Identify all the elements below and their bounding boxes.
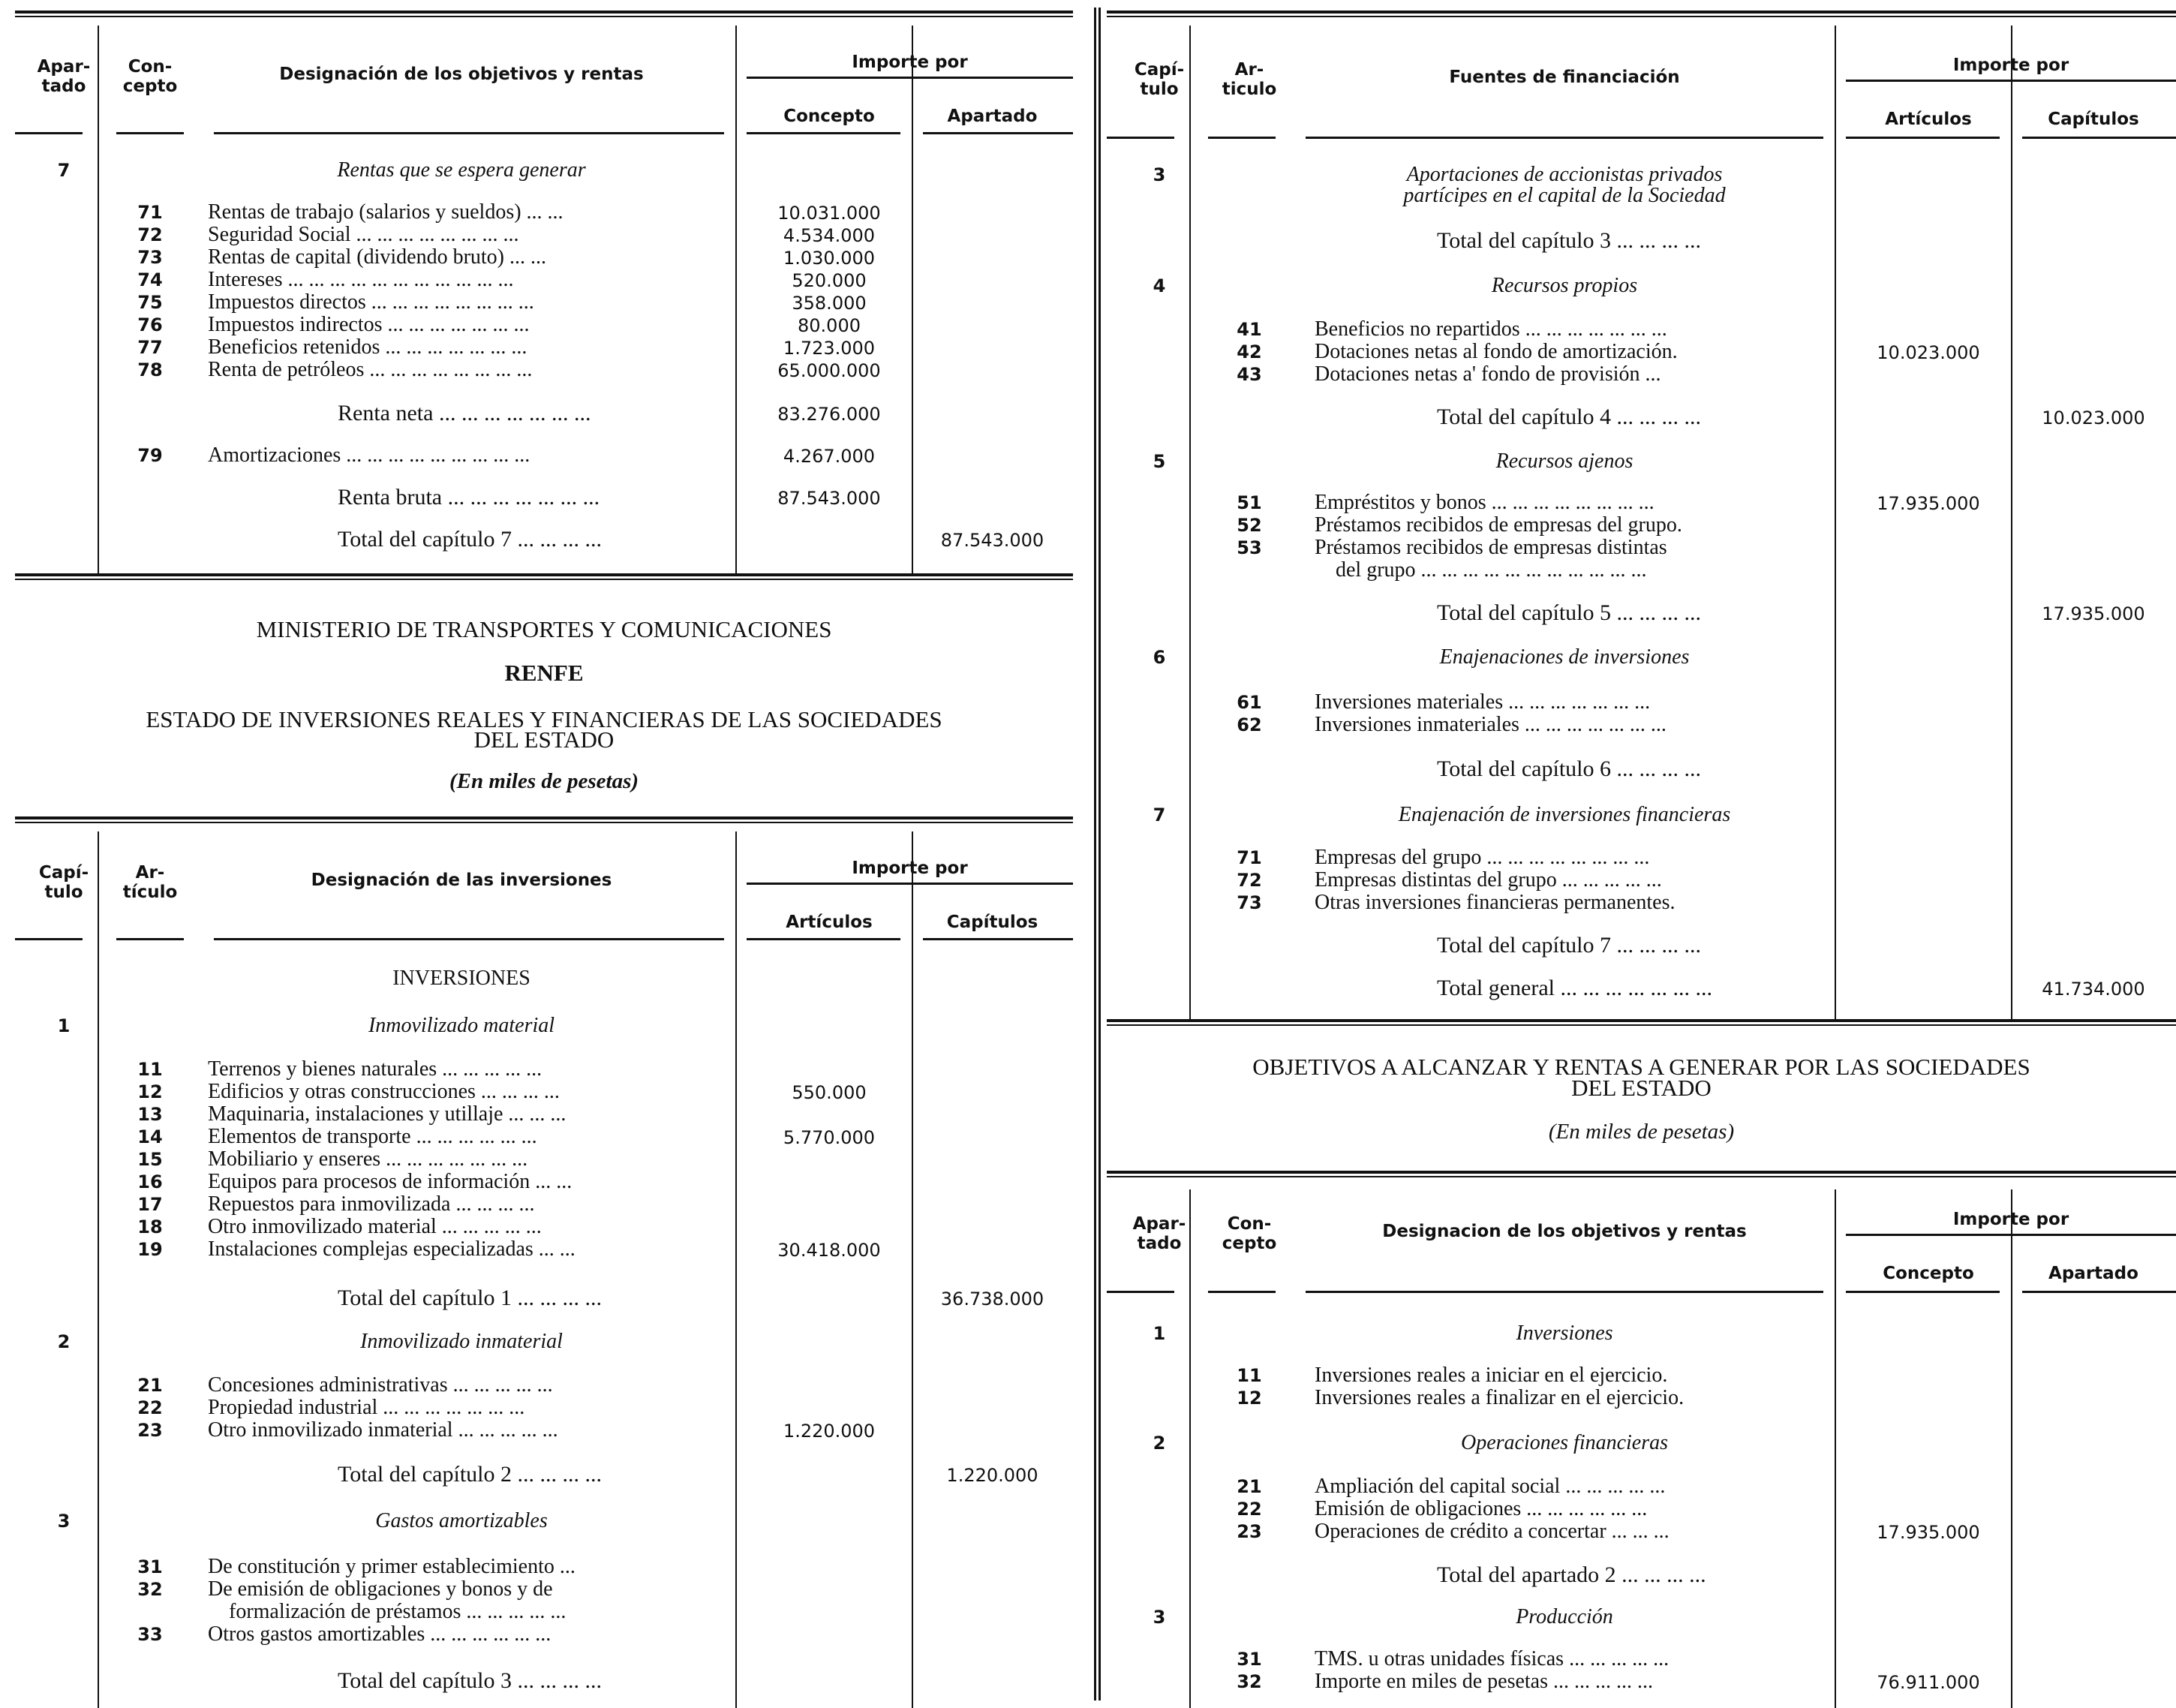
table_c-row-text: Total del capítulo 7 ... ... ... ... — [1437, 933, 1702, 958]
table_b-row-text: Inmovilizado material — [368, 1014, 555, 1037]
table_d-head-rule — [1306, 1291, 1823, 1293]
table_b-row-text: Otros gastos amortizables ... ... ... ... ... ... — [208, 1622, 552, 1646]
table_b-row-text: Elementos de transporte ... ... ... ... ... ... — [208, 1125, 537, 1148]
table_a-col-line — [735, 26, 737, 573]
table_a-head-rule — [747, 132, 900, 134]
table_c-row-code: 53 — [1237, 537, 1262, 558]
table_c-head-rule — [1846, 137, 2000, 139]
units-note: (En miles de pesetas) — [449, 769, 639, 793]
table_c-row-code: 71 — [1237, 847, 1262, 868]
table_d-row-code: 32 — [1237, 1671, 1262, 1692]
table_d-head-rule — [1846, 1291, 2000, 1293]
table_a-row-code: 75 — [137, 292, 163, 313]
table_a-row-value-a: 1.723.000 — [783, 338, 876, 359]
table_d-importe-rule — [1846, 1234, 2176, 1236]
table_b-row-code: 13 — [137, 1104, 163, 1125]
table_b-header-designation: Designación de las inversiones — [311, 871, 612, 890]
table_c-top-rule — [1107, 11, 2176, 14]
table_c-importe-line — [2011, 84, 2012, 1019]
table_a-col-line — [98, 26, 99, 573]
table_d-col-line — [1189, 1189, 1191, 1708]
table_c-row-text: Recursos propios — [1491, 274, 1638, 297]
table_d-importe-line — [2011, 1238, 2012, 1708]
table_a-bottom-rule2 — [15, 579, 1073, 580]
table_a-row-text: Rentas que se espera generar — [337, 158, 586, 182]
table_a-row-code: 73 — [137, 247, 163, 268]
table_a-row-value-a: 10.031.000 — [777, 203, 881, 224]
table_a-row-text: Total del capítulo 7 ... ... ... ... — [338, 527, 603, 552]
table_a-row-value-a: 83.276.000 — [777, 404, 881, 425]
table_b-importe-rule — [747, 883, 1073, 885]
table_b-row-text: Edificios y otras construcciones ... ... ... ... — [208, 1080, 560, 1103]
objectives-title-line2: DEL ESTADO — [1571, 1075, 1712, 1101]
table_a-row-text: Renta bruta ... ... ... ... ... ... ... — [338, 485, 600, 510]
table_b-row-value-a: 1.220.000 — [783, 1421, 876, 1442]
table_b-row-code: 21 — [137, 1375, 163, 1396]
table_b-row-value-a: 550.000 — [792, 1082, 867, 1103]
table_d-row-text: Ampliación del capital social ... ... ... ... ... — [1315, 1475, 1666, 1498]
table_b-row-code: 18 — [137, 1216, 163, 1237]
table_a-row-text: Impuestos indirectos ... ... ... ... ... ... ... — [208, 313, 530, 336]
table_b-head-rule — [214, 938, 724, 940]
table_c-row-text: Enajenación de inversiones financieras — [1398, 803, 1731, 826]
table_b-header-col2: Ar- tículo — [122, 863, 178, 902]
table_b-row-text: Total del capítulo 1 ... ... ... ... — [338, 1286, 603, 1310]
table_c-row-text: del grupo ... ... ... ... ... ... ... ... ... ... ... — [1336, 558, 1647, 582]
table_d-row-text: Emisión de obligaciones ... ... ... ... ... ... — [1315, 1497, 1648, 1520]
table_c-row-code: 41 — [1237, 319, 1262, 340]
table_b-row-value-b: 36.738.000 — [940, 1289, 1044, 1310]
table_a-row-value-a: 4.534.000 — [783, 225, 876, 246]
table_a-row-code: 77 — [137, 337, 163, 358]
table_b-header-sub1: Artículos — [786, 913, 873, 932]
table_c-row-code: 4 — [1153, 275, 1166, 296]
table_b-row-text: Repuestos para inmovilizada ... ... ... ... — [208, 1192, 535, 1216]
table_d-header-col2: Con- cepto — [1222, 1214, 1277, 1253]
table_a-row-value-a: 1.030.000 — [783, 248, 876, 269]
table_c-importe-rule — [1846, 80, 2176, 82]
table_c-row-text: Inversiones inmateriales ... ... ... ... ... ... ... — [1315, 713, 1667, 736]
table_b-header-sub2: Capítulos — [946, 913, 1038, 932]
table_d-row-code: 31 — [1237, 1649, 1262, 1670]
table_c-row-code: 73 — [1237, 892, 1262, 913]
table_c-head-rule — [1208, 137, 1276, 139]
table_a-header-col2: Con- cepto — [122, 57, 178, 96]
table_c-row-code: 51 — [1237, 492, 1262, 513]
table_a-head-rule — [116, 132, 184, 134]
table_a-header-importe: Importe por — [852, 53, 968, 72]
table_b-head-rule — [116, 938, 184, 940]
table_b-row-code: 1 — [57, 1015, 71, 1036]
table_d-header-col1: Apar- tado — [1132, 1214, 1186, 1253]
table_b-row-code: 15 — [137, 1149, 163, 1170]
table_d-header-designation: Designacion de los objetivos y rentas — [1382, 1222, 1747, 1241]
table_c-row-value-a: 10.023.000 — [1877, 342, 1980, 363]
table_b-col-line — [98, 831, 99, 1708]
table_d-row-text: Total del apartado 2 ... ... ... ... — [1437, 1562, 1706, 1587]
table_b-row-code: 19 — [137, 1239, 163, 1260]
table_d-row-code: 22 — [1237, 1499, 1262, 1520]
table_c-header-sub2: Capítulos — [2048, 110, 2139, 129]
table_c-top-rule2 — [1107, 16, 2176, 17]
table_c-row-text: partícipes en el capital de la Sociedad — [1403, 184, 1726, 207]
table_a-header-sub1: Concepto — [783, 107, 875, 126]
table_c-bottom-rule2 — [1107, 1024, 2176, 1026]
table_c-row-text: Empresas distintas del grupo ... ... ... ... ... — [1315, 868, 1662, 892]
report-title-line2: DEL ESTADO — [473, 726, 615, 753]
table_b-row-value-a: 30.418.000 — [777, 1240, 881, 1261]
table_b-row-code: 23 — [137, 1420, 163, 1441]
table_c-col-line — [1189, 26, 1191, 1019]
table_d-header-sub2: Apartado — [2048, 1264, 2138, 1283]
table_a-row-code: 72 — [137, 224, 163, 245]
table_c-row-code: 43 — [1237, 364, 1262, 385]
report-title-line1: ESTADO DE INVERSIONES REALES Y FINANCIERAS DE LAS SOCIEDADES — [146, 706, 942, 732]
table_b-header-col1: Capí- tulo — [38, 863, 89, 902]
table_a-row-code: 78 — [137, 359, 163, 380]
table_b-top-rule — [15, 816, 1073, 819]
table_b-row-code: 12 — [137, 1081, 163, 1102]
table_d-row-text: Importe en miles de pesetas ... ... ... ... ... — [1315, 1670, 1654, 1693]
table_a-row-text: Renta neta ... ... ... ... ... ... ... — [338, 401, 591, 425]
table_a-head-rule — [15, 132, 83, 134]
table_b-row-text: Inmovilizado inmaterial — [360, 1330, 563, 1353]
table_c-row-text: Recursos ajenos — [1495, 450, 1634, 473]
table_a-row-text: Rentas de capital (dividendo bruto) ... ... — [208, 245, 546, 269]
objectives-units-note: (En miles de pesetas) — [1548, 1120, 1735, 1144]
table_c-bottom-rule — [1107, 1019, 2176, 1022]
table_b-header-importe: Importe por — [852, 859, 968, 878]
table_d-row-text: Inversiones reales a iniciar en el ejercicio. — [1315, 1364, 1668, 1387]
table_d-row-code: 23 — [1237, 1521, 1262, 1542]
table_c-row-text: Préstamos recibidos de empresas distintas — [1315, 536, 1667, 559]
table_a-importe-rule — [747, 77, 1073, 79]
table_c-row-code: 6 — [1153, 647, 1166, 668]
table_c-header-sub1: Artículos — [1885, 110, 1972, 129]
table_d-row-code: 11 — [1237, 1365, 1262, 1386]
table_d-row-text: Producción — [1516, 1605, 1613, 1628]
table_d-row-code: 1 — [1153, 1323, 1166, 1344]
table_a-row-value-a: 358.000 — [792, 293, 867, 314]
table_a-head-rule — [214, 132, 724, 134]
table_d-header-importe: Importe por — [1952, 1210, 2069, 1229]
table_c-row-code: 72 — [1237, 870, 1262, 891]
table_b-row-code: 31 — [137, 1556, 163, 1577]
table_c-header-col1: Capí- tulo — [1134, 60, 1185, 99]
table_c-row-value-b: 17.935.000 — [2042, 603, 2145, 624]
table_d-row-code: 2 — [1153, 1433, 1166, 1454]
table_c-row-code: 42 — [1237, 341, 1262, 362]
table_d-top-rule2 — [1107, 1176, 2176, 1177]
table_b-row-text: Total del capítulo 3 ... ... ... ... — [338, 1668, 603, 1693]
table_b-row-text: Total del capítulo 2 ... ... ... ... — [338, 1462, 603, 1487]
entity-title: RENFE — [504, 660, 584, 686]
table_b-row-text: Otro inmovilizado material ... ... ... ... ... — [208, 1215, 542, 1238]
table_a-row-value-a: 65.000.000 — [777, 360, 881, 381]
table_a-header-designation: Designación de los objetivos y rentas — [279, 65, 644, 84]
table_b-row-text: Terrenos y bienes naturales ... ... ... ... ... — [208, 1057, 542, 1081]
table_d-head-rule — [1107, 1291, 1174, 1293]
table_b-row-code: 14 — [137, 1126, 163, 1147]
table_a-row-text: Rentas de trabajo (salarios y sueldos) ... ... — [208, 200, 564, 224]
table_b-row-text: Propiedad industrial ... ... ... ... ... ... ... — [208, 1396, 525, 1419]
table_a-row-value-b: 87.543.000 — [940, 530, 1044, 551]
table_a-row-code: 7 — [57, 160, 71, 181]
table_c-row-text: Inversiones materiales ... ... ... ... ... ... ... — [1315, 690, 1651, 714]
table_b-row-code: 17 — [137, 1194, 163, 1215]
table_d-row-code: 21 — [1237, 1476, 1262, 1497]
table_a-row-code: 79 — [137, 445, 163, 466]
table_d-row-text: Operaciones de crédito a concertar ... ... ... — [1315, 1520, 1670, 1543]
table_a-row-code: 71 — [137, 202, 163, 223]
table_a-row-text: Renta de petróleos ... ... ... ... ... ... ... ... — [208, 358, 533, 381]
table_d-row-text: Inversiones reales a finalizar en el ejercicio. — [1315, 1386, 1685, 1409]
table_c-row-code: 5 — [1153, 451, 1166, 472]
table_b-row-text: Instalaciones complejas especializadas ... ... — [208, 1237, 576, 1261]
table_a-importe-line — [912, 81, 913, 573]
table_a-bottom-rule — [15, 573, 1073, 576]
table_b-row-text: Equipos para procesos de información ... ... — [208, 1170, 573, 1193]
table_b-row-text: Mobiliario y enseres ... ... ... ... ... ... ... — [208, 1147, 528, 1171]
table_c-row-text: Empresas del grupo ... ... ... ... ... ... ... ... — [1315, 846, 1650, 869]
table_c-row-code: 7 — [1153, 804, 1166, 825]
table_c-header-designation: Fuentes de financiación — [1449, 68, 1680, 87]
column-divider — [1099, 8, 1101, 1700]
table_c-row-value-a: 17.935.000 — [1877, 493, 1980, 514]
table_d-row-text: Inversiones — [1516, 1322, 1613, 1345]
table_d-head-rule — [2022, 1291, 2176, 1293]
table_b-row-text: Otro inmovilizado inmaterial ... ... ... ... ... — [208, 1418, 558, 1442]
table_c-head-rule — [2022, 137, 2176, 139]
table_c-row-text: Total general ... ... ... ... ... ... ... — [1437, 976, 1712, 1000]
table_b-row-value-b: 1.220.000 — [946, 1465, 1038, 1486]
table_c-row-text: Empréstitos y bonos ... ... ... ... ... ... ... ... — [1315, 491, 1655, 514]
table_a-row-text: Beneficios retenidos ... ... ... ... ... ... ... — [208, 335, 527, 359]
table_b-row-text: De constitución y primer establecimiento ... — [208, 1555, 576, 1578]
table_d-top-rule — [1107, 1171, 2176, 1174]
table_c-row-text: Total del capítulo 4 ... ... ... ... — [1437, 404, 1702, 429]
table_a-row-text: Impuestos directos ... ... ... ... ... ... ... ... — [208, 290, 534, 314]
table_b-row-value-a: 5.770.000 — [783, 1127, 876, 1148]
table_c-row-text: Enajenaciones de inversiones — [1439, 645, 1690, 669]
table_d-row-code: 12 — [1237, 1388, 1262, 1409]
table_c-row-code: 62 — [1237, 714, 1262, 735]
table_b-row-code: 2 — [57, 1331, 71, 1352]
table_d-row-value-a: 17.935.000 — [1877, 1522, 1980, 1543]
table_c-row-code: 61 — [1237, 692, 1262, 713]
table_d-row-text: TMS. u otras unidades físicas ... ... ... ... ... — [1315, 1647, 1670, 1670]
table_c-row-text: Aportaciones de accionistas privados — [1406, 163, 1723, 186]
table_a-row-value-a: 80.000 — [798, 315, 861, 336]
table_b-head-rule — [15, 938, 83, 940]
table_c-row-text: Beneficios no repartidos ... ... ... ... ... ... ... — [1315, 317, 1667, 341]
table_c-header-importe: Importe por — [1952, 56, 2069, 75]
table_b-row-code: 22 — [137, 1397, 163, 1418]
table_d-header-sub1: Concepto — [1883, 1264, 1974, 1283]
table_b-top-rule2 — [15, 822, 1073, 823]
table_c-row-text: Otras inversiones financieras permanentes. — [1315, 891, 1676, 914]
table_b-head-rule — [923, 938, 1073, 940]
table_c-col-line — [1835, 26, 1836, 1019]
table_b-row-code: 3 — [57, 1511, 71, 1532]
table_c-row-code: 3 — [1153, 164, 1166, 185]
table_b-row-text: INVERSIONES — [392, 967, 530, 990]
ministry-title: MINISTERIO DE TRANSPORTES Y COMUNICACIONES — [256, 616, 832, 642]
table_c-row-text: Dotaciones netas al fondo de amortización. — [1315, 340, 1678, 363]
table_b-row-text: formalización de préstamos ... ... ... ... ... — [229, 1600, 567, 1623]
table_d-row-text: Operaciones financieras — [1460, 1431, 1669, 1454]
table_a-top-rule — [15, 11, 1073, 14]
table_c-row-text: Total del capítulo 6 ... ... ... ... — [1437, 756, 1702, 781]
table_a-row-text: Intereses ... ... ... ... ... ... ... ... ... ... ... — [208, 268, 514, 291]
table_a-head-rule — [923, 132, 1073, 134]
table_c-header-col2: Ar- ticulo — [1222, 60, 1277, 99]
table_d-col-line — [1835, 1189, 1836, 1708]
table_c-row-code: 52 — [1237, 515, 1262, 536]
table_b-row-code: 11 — [137, 1059, 163, 1080]
table_a-row-value-a: 520.000 — [792, 270, 867, 291]
table_c-head-rule — [1306, 137, 1823, 139]
table_c-row-text: Total del capítulo 3 ... ... ... ... — [1437, 228, 1702, 253]
table_a-row-value-a: 87.543.000 — [777, 488, 881, 509]
table_a-top-rule2 — [15, 16, 1073, 17]
table_a-header-col1: Apar- tado — [37, 57, 91, 96]
table_c-row-value-b: 41.734.000 — [2042, 979, 2145, 1000]
table_b-row-text: Gastos amortizables — [375, 1509, 548, 1532]
table_d-row-value-a: 76.911.000 — [1877, 1672, 1980, 1693]
table_b-row-text: De emisión de obligaciones y bonos y de — [208, 1577, 553, 1601]
table_b-row-text: Concesiones administrativas ... ... ... ... ... — [208, 1373, 553, 1397]
table_b-row-code: 16 — [137, 1171, 163, 1192]
table_c-row-text: Total del capítulo 5 ... ... ... ... — [1437, 600, 1702, 625]
table_b-row-code: 32 — [137, 1579, 163, 1600]
table_a-row-text: Seguridad Social ... ... ... ... ... ... ... ... — [208, 223, 519, 246]
objectives-title-line1: OBJETIVOS A ALCANZAR Y RENTAS A GENERAR POR LAS SOCIEDADES — [1252, 1054, 2030, 1080]
table_a-row-value-a: 4.267.000 — [783, 446, 876, 467]
table_c-row-text: Dotaciones netas a' fondo de provisión ... — [1315, 362, 1661, 386]
table_d-row-code: 3 — [1153, 1607, 1166, 1628]
table_a-row-code: 76 — [137, 314, 163, 335]
table_a-row-text: Amortizaciones ... ... ... ... ... ... ... ... ... — [208, 444, 530, 467]
column-divider — [1094, 8, 1096, 1700]
table_c-row-value-b: 10.023.000 — [2042, 407, 2145, 429]
table_b-row-text: Maquinaria, instalaciones y utillaje ... ... ... — [208, 1102, 567, 1126]
table_c-row-text: Préstamos recibidos de empresas del grupo. — [1315, 513, 1682, 537]
table_d-head-rule — [1208, 1291, 1276, 1293]
table_a-row-code: 74 — [137, 269, 163, 290]
table_b-row-code: 33 — [137, 1624, 163, 1645]
table_b-col-line — [735, 831, 737, 1708]
table_c-head-rule — [1107, 137, 1174, 139]
table_b-head-rule — [747, 938, 900, 940]
table_a-header-sub2: Apartado — [947, 107, 1038, 126]
